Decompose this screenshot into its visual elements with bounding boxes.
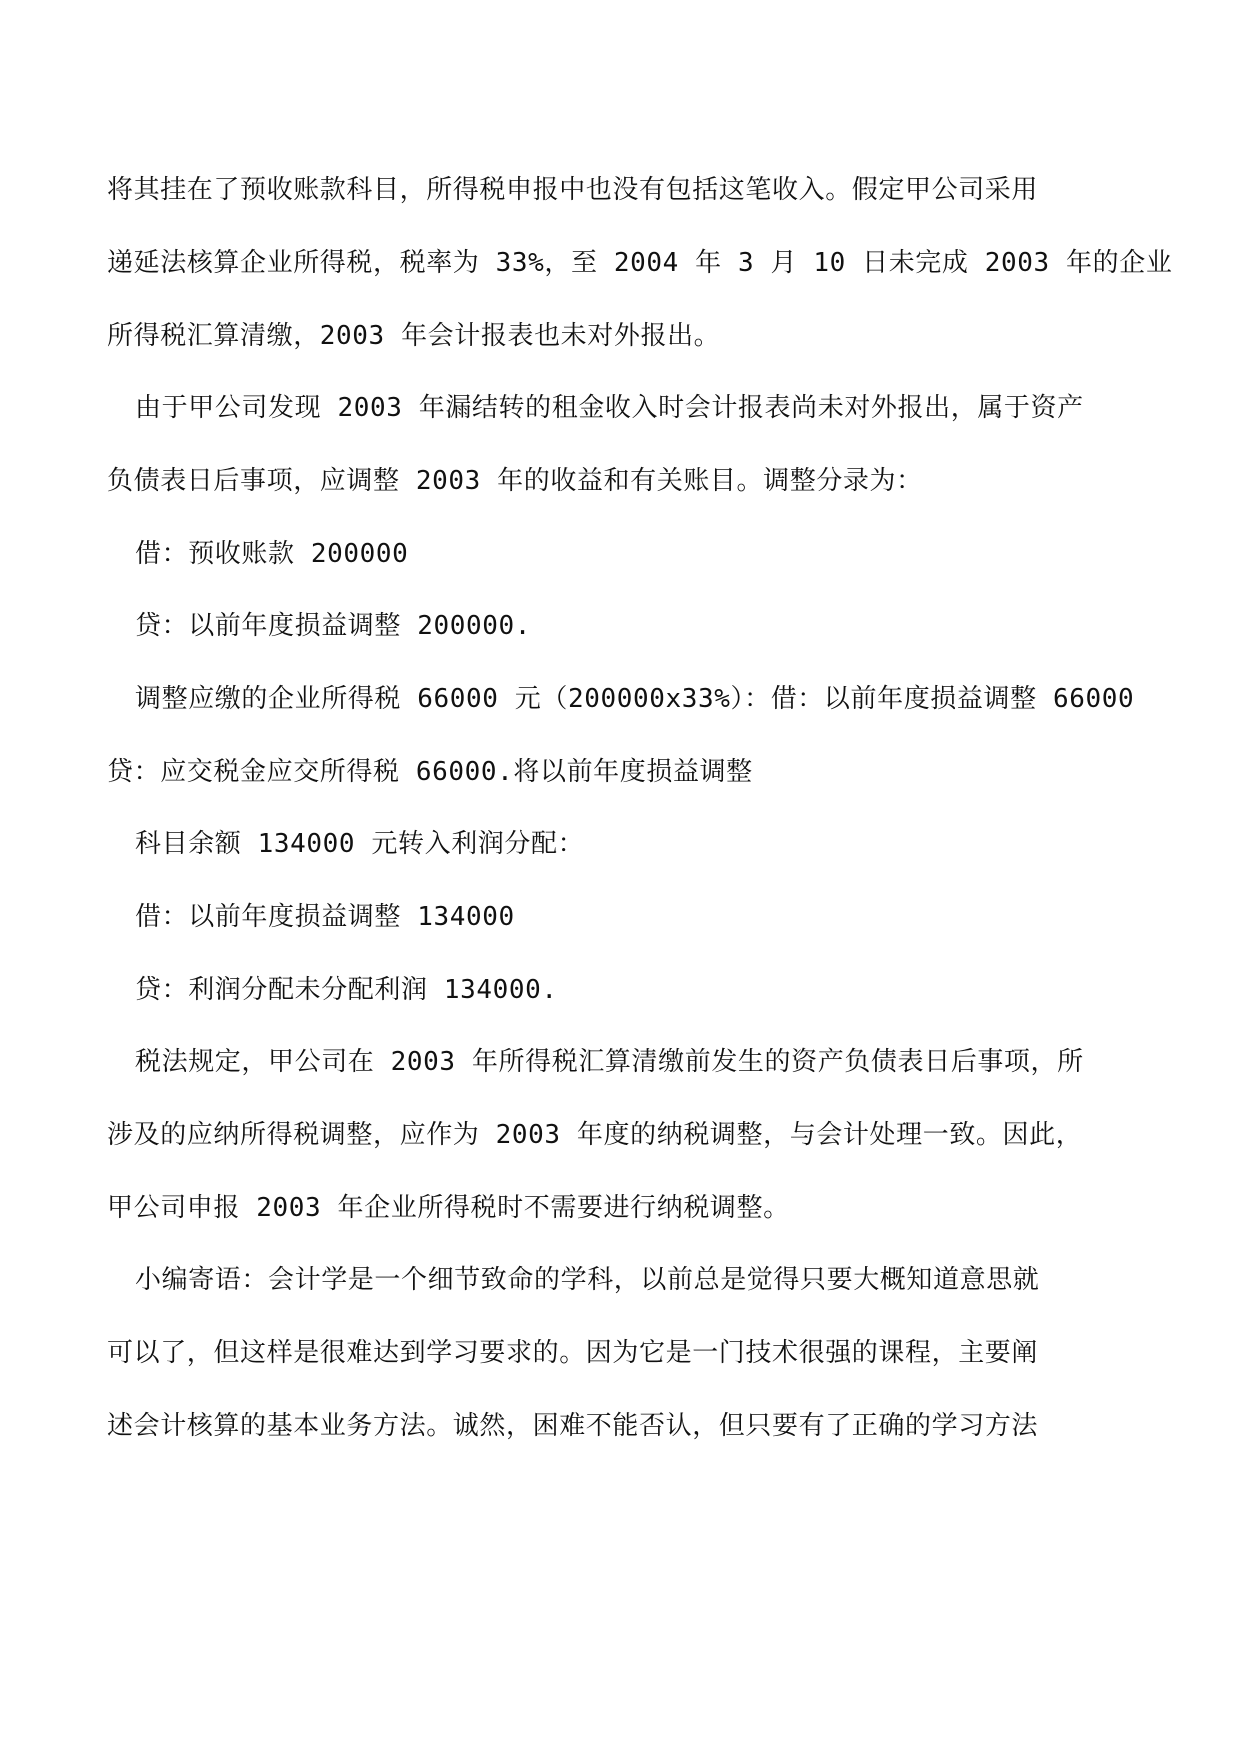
- text-line: 借：预收账款 200000: [135, 539, 409, 569]
- text-line: 贷：以前年度损益调整 200000.: [135, 611, 532, 641]
- text-line: 贷：应交税金应交所得税 66000.将以前年度损益调整: [107, 757, 753, 787]
- text-line: 小编寄语：会计学是一个细节致命的学科，以前总是觉得只要大概知道意思就: [135, 1265, 1040, 1295]
- text-line: 税法规定，甲公司在 2003 年所得税汇算清缴前发生的资产负债表日后事项，所: [135, 1047, 1084, 1077]
- text-line: 由于甲公司发现 2003 年漏结转的租金收入时会计报表尚未对外报出，属于资产: [135, 393, 1084, 423]
- text-line: 将其挂在了预收账款科目，所得税申报中也没有包括这笔收入。假定甲公司采用: [107, 175, 1039, 205]
- text-line: 所得税汇算清缴，2003 年会计报表也未对外报出。: [107, 321, 721, 351]
- text-line: 甲公司申报 2003 年企业所得税时不需要进行纳税调整。: [107, 1193, 790, 1223]
- text-line: 负债表日后事项，应调整 2003 年的收益和有关账目。调整分录为：: [107, 466, 923, 496]
- text-line: 贷：利润分配未分配利润 134000.: [135, 975, 558, 1005]
- text-line: 借：以前年度损益调整 134000: [135, 902, 515, 932]
- text-line: 涉及的应纳所得税调整，应作为 2003 年度的纳税调整，与会计处理一致。因此，: [107, 1120, 1083, 1150]
- text-line: 调整应缴的企业所得税 66000 元（200000x33%）：借：以前年度损益调整 66000: [135, 684, 1135, 714]
- text-line: 述会计核算的基本业务方法。诚然，困难不能否认，但只要有了正确的学习方法: [107, 1411, 1039, 1441]
- text-line: 递延法核算企业所得税，税率为 33%，至 2004 年 3 月 10 日未完成 2003 年的企业: [107, 248, 1173, 278]
- text-line: 可以了，但这样是很难达到学习要求的。因为它是一门技术很强的课程，主要阐: [107, 1338, 1039, 1368]
- text-line: 科目余额 134000 元转入利润分配：: [135, 829, 585, 859]
